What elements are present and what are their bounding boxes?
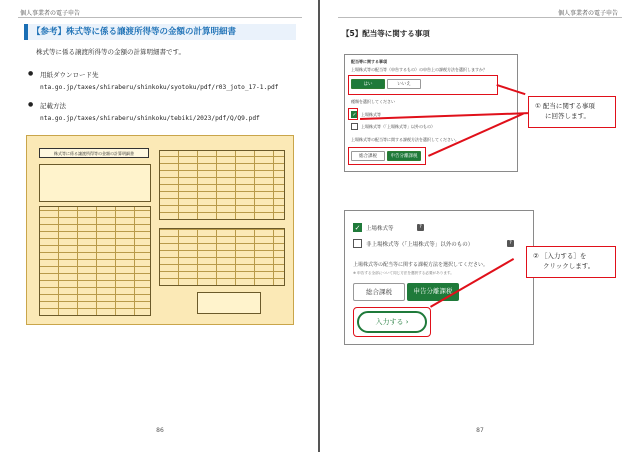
left-page-number: 86 [156,427,164,434]
shot2-help-icon-2[interactable]: ? [507,240,514,247]
form-table-right-mid [159,228,285,286]
form-block-stamp [197,292,261,314]
right-page-header: 個人事業者の電子申告 [557,10,618,17]
right-page-number: 87 [476,427,484,434]
left-page-header: 個人事業者の電子申告 [20,10,81,17]
callout-step2 [526,246,616,278]
callout2-line1: ［入力する］を [540,252,587,260]
shot2-separate-button[interactable]: 申告分離課税 [407,283,459,301]
highlight-listed [348,108,358,120]
shot1-no-button[interactable]: いいえ [387,79,421,89]
form-table-left [39,206,151,316]
guide-url[interactable]: nta.go.jp/taxes/shiraberu/shinkoku/tebiki/2023/pdf/Q/Q9.pdf [40,115,260,122]
enter-button-label: 入力する [375,318,404,326]
shot1-question2: 種類を選択してください [351,99,395,104]
enter-button[interactable]: 入力する › [357,311,427,333]
right-section-title: 【5】配当等に関する事項 [342,29,430,38]
right-header-rule [338,17,622,18]
highlight-question1 [348,75,498,95]
callout1-line2: に回答します。 [545,112,590,120]
form-block-personal [39,164,151,202]
shot2-note: 上場株式等の配当等に関する課税方法を選択してください。 [353,262,489,268]
shot2-other-label: 非上場株式等（「上場株式等」以外のもの） [366,242,474,248]
shot2-help-icon-1[interactable]: ? [417,224,424,231]
shot1-general-button[interactable]: 総合課税 [351,151,385,161]
shot2-footnote: ※ 申告する全部について同じ方法を選択する必要があります。 [353,271,454,275]
left-header-rule [18,17,302,18]
shot1-question1: 上場株式等の配当等（申告するもの）の申告上の課税方法を選択しますか？ [351,67,487,72]
shot2-listed-label: 上場株式等 [366,226,394,232]
shot1-note: 上場株式等の配当等に関する課税方法を選択してください。 [351,137,459,142]
highlight-enter-button [353,307,431,337]
guide-label: ● 記載方法 [40,101,66,110]
callout1-line1: 配当に関する事項 [542,102,595,110]
intro-text: 株式等に係る譲渡所得等の金額の計算明細書です。 [36,48,185,56]
form-title: 株式等に係る譲渡所得等の金額の計算明細書 [39,148,149,158]
shot2-general-button[interactable]: 総合課税 [353,283,405,301]
callout-step1 [528,96,616,128]
shot2-listed-checkbox[interactable]: ✓ [354,224,361,232]
form-table-right-top [159,150,285,220]
shot1-separate-button[interactable]: 申告分離課税 [387,151,421,161]
shot1-listed-checkbox[interactable]: ✓ [352,112,357,118]
shot2-other-checkbox[interactable] [353,239,362,248]
shot1-heading: 配当等に関する事項 [351,59,387,64]
shot1-other-label: 上場株式等（「上場株式等」以外のもの） [361,124,435,129]
screenshot-enter-form [344,210,534,345]
callout2-number: ② [533,252,539,260]
right-page [320,0,640,452]
section-title: 【参考】株式等に係る譲渡所得等の金額の計算明細書 [24,24,296,40]
callout1-number: ① [535,102,541,110]
download-url[interactable]: nta.go.jp/taxes/shiraberu/shinkoku/syotoku/pdf/r03_joto_17-1.pdf [40,84,279,91]
form-image [26,135,294,325]
shot1-listed-label: 上場株式等 [361,112,381,117]
shot1-yes-button[interactable]: はい [351,79,385,89]
highlight-tax-method [348,147,426,165]
download-label: ● 用紙ダウンロード先 [40,70,99,79]
shot1-other-checkbox[interactable] [351,123,358,130]
callout2-line2: クリックします。 [543,262,595,270]
